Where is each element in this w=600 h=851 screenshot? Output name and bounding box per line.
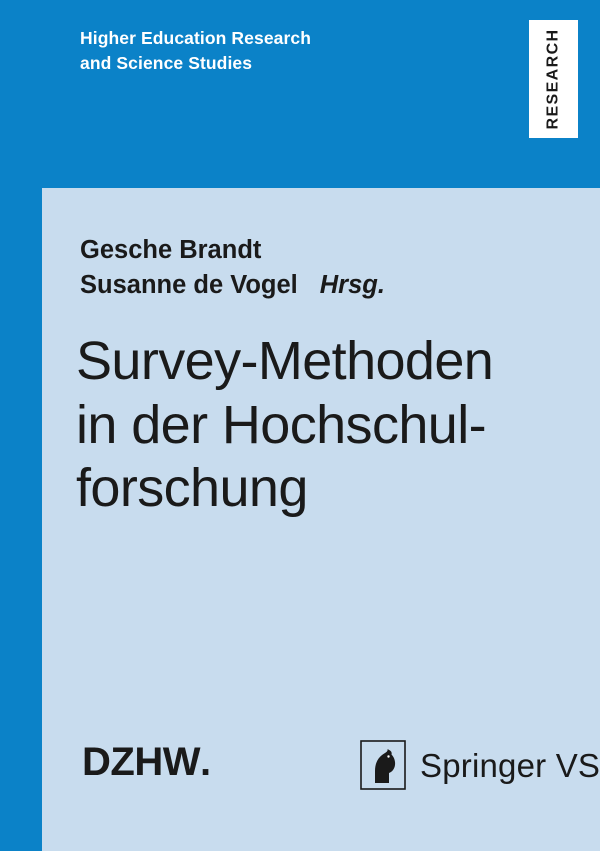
book-title-line-3: forschung [76,458,308,519]
editor-name-1-text: Gesche Brandt [80,236,262,264]
series-title-line-2: and Science Studies [80,53,253,74]
research-badge [529,20,578,138]
editor-name-2-text: Susanne de Vogel [80,270,298,299]
editor-role-label: Hrsg. [319,270,385,299]
research-badge-label: RESEARCH [544,28,562,130]
cover-spine-strip [0,0,42,851]
series-title-line-1: Higher Education Research [80,28,312,48]
dzhw-logo-text: DZHW [82,740,200,784]
book-title-line-1: Survey-Methoden [76,331,494,391]
editors-block [80,233,385,302]
series-title [80,26,410,77]
springer-vs-text: Springer VS [420,746,600,784]
dzhw-logo-dot: . [199,740,212,784]
book-title [76,330,576,521]
editor-name-1 [80,233,385,268]
dzhw-logo [82,742,211,782]
book-title-line-2: in der Hochschul- [76,394,486,455]
springer-vs-logo [360,740,600,790]
editor-name-2 [80,268,385,303]
springer-knight-icon [360,740,406,790]
